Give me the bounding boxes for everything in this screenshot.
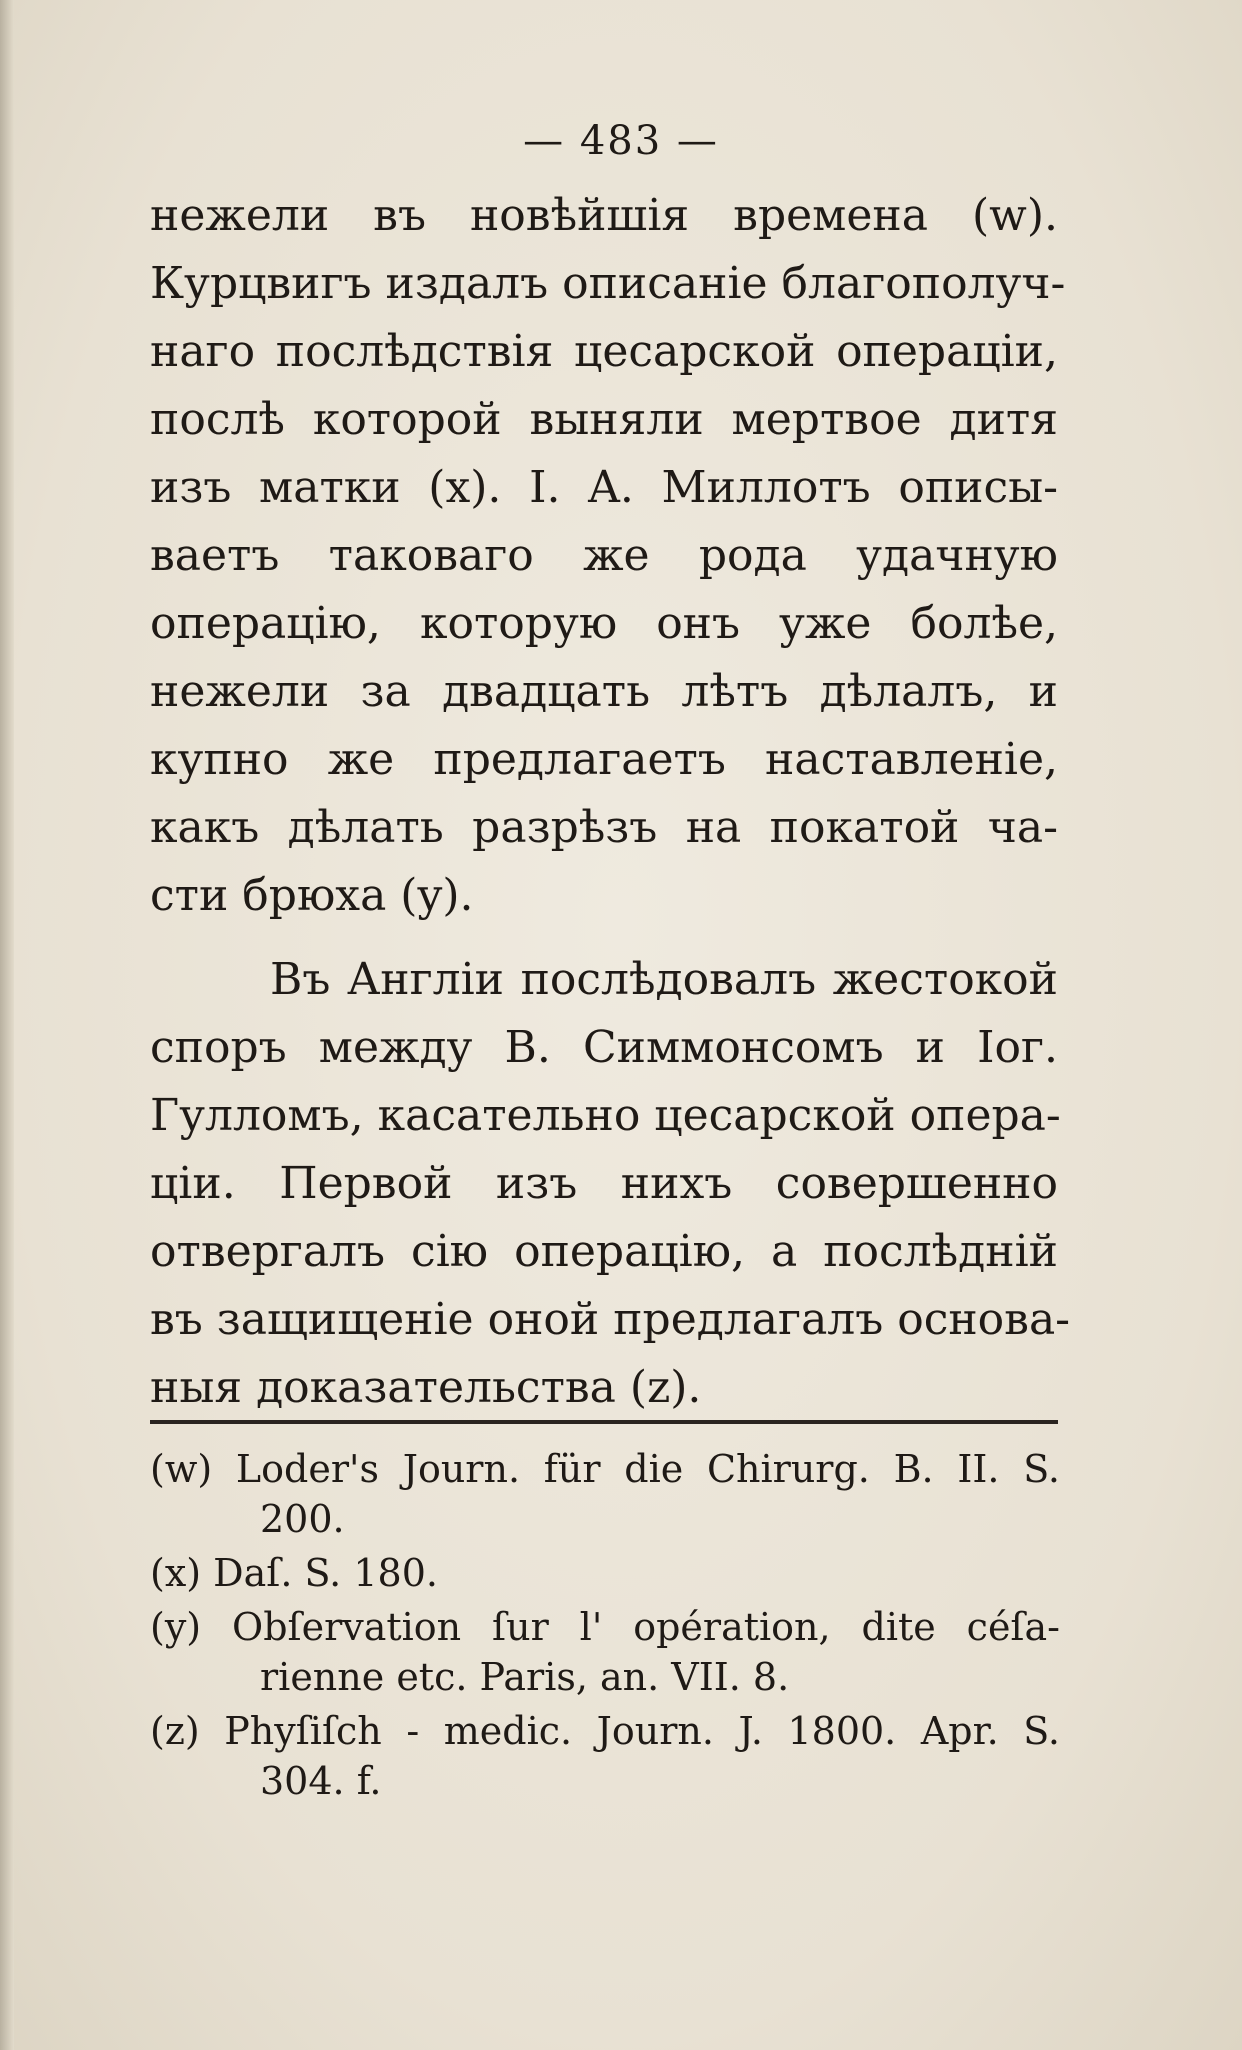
text-line: ныя доказательства (z). bbox=[150, 1362, 702, 1413]
text-line: нежели за двадцать лѣтъ дѣлалъ, и bbox=[150, 666, 1058, 717]
footnote-z bbox=[150, 1706, 1060, 1806]
text-line: какъ дѣлать разрѣзъ на покатой ча- bbox=[150, 802, 1058, 853]
text-line: ваетъ таковаго же рода удачную bbox=[150, 530, 1058, 581]
text-line: нежели въ новѣйшія времена (w). bbox=[150, 190, 1058, 241]
footnote-line: (z) Phyſiſch - medic. Journ. J. 1800. Apr. S. bbox=[150, 1709, 1060, 1753]
body-text bbox=[150, 182, 1071, 1422]
footnote-line: rienne etc. Paris, an. VII. 8. bbox=[260, 1655, 790, 1699]
text-line: отвергалъ сію операцію, а послѣдній bbox=[150, 1226, 1058, 1277]
text-line: наго послѣдствія цесарской операціи, bbox=[150, 326, 1058, 377]
page-binding-edge bbox=[0, 0, 14, 2050]
text-line: въ защищеніе оной предлагалъ основа- bbox=[150, 1294, 1071, 1345]
text-line: Курцвигъ издалъ описаніе благополуч- bbox=[150, 258, 1066, 309]
paragraph-2 bbox=[150, 946, 1071, 1422]
page-number: — 483 — bbox=[523, 118, 719, 164]
footnote-y bbox=[150, 1602, 1060, 1702]
text-line: сти брюха (y). bbox=[150, 870, 474, 921]
text-line: Гулломъ, касательно цесарской опера- bbox=[150, 1090, 1061, 1141]
footnote-divider bbox=[150, 1420, 1058, 1424]
footnote-line: (x) Daſ. S. 180. bbox=[150, 1551, 438, 1595]
footnote-line: 304. f. bbox=[260, 1759, 382, 1803]
text-line: операцію, которую онъ уже болѣе, bbox=[150, 598, 1058, 649]
footnote-line: (w) Loder's Journ. für die Chirurg. B. II. S. bbox=[150, 1447, 1060, 1491]
text-line: ціи. Первой изъ нихъ совершенно bbox=[150, 1158, 1058, 1209]
footnote-w bbox=[150, 1444, 1060, 1544]
text-line: изъ матки (x). I. A. Миллотъ описы- bbox=[150, 462, 1058, 513]
text-line: послѣ которой выняли мертвое дитя bbox=[150, 394, 1058, 445]
footnote-x bbox=[150, 1548, 1060, 1598]
text-line: купно же предлагаетъ наставленіе, bbox=[150, 734, 1058, 785]
footnote-line: (y) Obſervation ſur l' opération, dite céſa- bbox=[150, 1605, 1060, 1649]
footnotes bbox=[150, 1444, 1060, 1806]
footnote-line: 200. bbox=[260, 1497, 345, 1541]
text-line: споръ между В. Симмонсомъ и Іог. bbox=[150, 1022, 1058, 1073]
text-line: Въ Англіи послѣдовалъ жестокой bbox=[270, 954, 1058, 1005]
paragraph-1 bbox=[150, 182, 1066, 930]
